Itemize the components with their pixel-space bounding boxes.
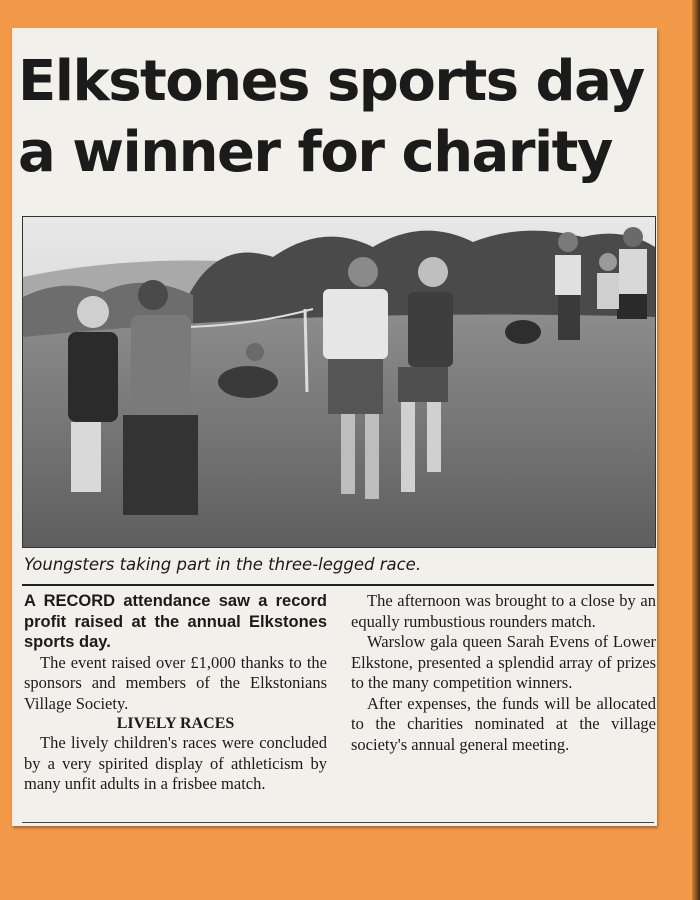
three-legged-race-photo: [22, 216, 656, 548]
paragraph: The event raised over £1,000 thanks to the sponsors and members of the Elkstonians Village Society.: [24, 652, 327, 713]
bottom-divider: [22, 822, 654, 823]
headline: Elkstones sports day a winner for charity: [18, 49, 644, 185]
paragraph: After expenses, the funds will be allocated to the charities nominated at the village society's annual general meeting.: [351, 693, 656, 754]
lede-paragraph: A RECORD attendance saw a record profit raised at the annual Elkstones sports day.: [24, 592, 327, 651]
photo-caption: Youngsters taking part in the three-legged race.: [24, 555, 422, 574]
subheading: LIVELY RACES: [116, 715, 235, 732]
board-edge: [692, 0, 700, 900]
paragraph: The afternoon was brought to a close by an equally rumbustious rounders match.: [351, 591, 656, 631]
column-right: [351, 591, 656, 755]
paragraph: Warslow gala queen Sarah Evens of Lower Elkstone, presented a splendid array of prizes to the many competition winners.: [351, 632, 656, 692]
newspaper-clipping: [12, 28, 657, 826]
column-left: [24, 591, 327, 795]
caption-divider: [22, 584, 654, 586]
paragraph: The lively children's races were concluded by a very spirited display of athleticism by many unfit adults in a frisbee match.: [24, 733, 327, 793]
